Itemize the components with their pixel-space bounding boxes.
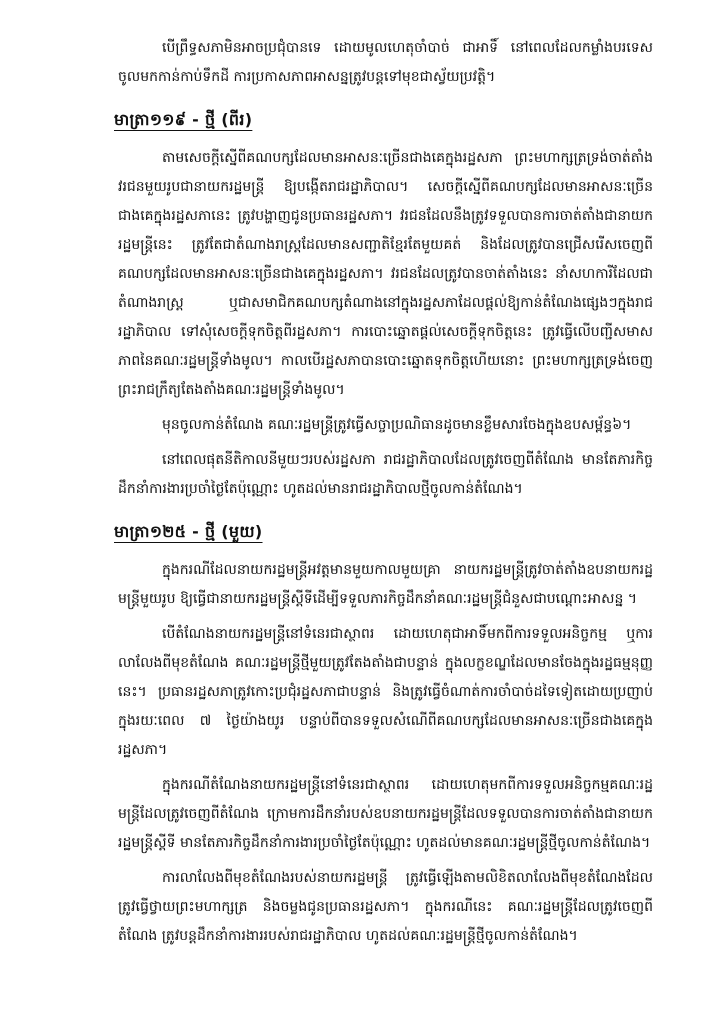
- article-125-section: [114, 518, 653, 951]
- article-125-heading: មាត្រា១២៥ - ថ្មី (មួយ): [114, 522, 263, 541]
- article-119-paragraph-1: តាមសេចក្ដីស្នើពីគណបក្សដែលមានអាសនៈច្រើនជាងគេក្នុងរដ្ឋសភា ព្រះមហាក្សត្រទ្រង់ចាត់តាំងវរជនមួយរូបជានាយករដ្ឋមន្ត្រី ឱ្យបង្កើតរាជរដ្ឋាភិបាល។ សេចក្ដីស្នើពីគណបក្សដែលមានអាសនៈច្រើនជាងគេក្នុងរដ្ឋសភានេះ ត្រូវបង្ហាញជូនប្រធានរដ្ឋសភា។ វរជនដែលនឹងត្រូវទទួលបានការចាត់តាំងជានាយករដ្ឋមន្ត្រីនេះ ត្រូវតែជាតំណាងរាស្ត្រដែលមានសញ្ជាតិខ្មែរតែមួយគត់ និងដែលត្រូវបានជ្រើសរើសចេញពីគណបក្សដែលមានអាសនៈច្រើនជាងគេក្នុងរដ្ឋសភា។ វរជនដែលត្រូវបានចាត់តាំងនេះ នាំសហការីដែលជាតំណាងរាស្ត្រ ឬជាសមាជិកគណបក្សតំណាងនៅក្នុងរដ្ឋសភាដែលផ្ដល់ឱ្យកាន់តំណែងផ្សេងៗក្នុងរាជរដ្ឋាភិបាល ទៅសុំសេចក្ដីទុកចិត្តពីរដ្ឋសភា។ ការបោះឆ្នោតផ្ដល់សេចក្ដីទុកចិត្តនេះ ត្រូវធ្វើលើបញ្ជីសមាសភាពនៃគណៈរដ្ឋមន្ត្រីទាំងមូល។ កាលបើរដ្ឋសភាបានបោះឆ្នោតទុកចិត្តហើយនោះ ព្រះមហាក្សត្រទ្រង់ចេញព្រះរាជក្រឹត្យតែងតាំងគណៈរដ្ឋមន្ត្រីទាំងមូល។: [118, 150, 653, 398]
- article-119-paragraph-2: មុនចូលកាន់តំណែង គណៈរដ្ឋមន្ត្រីត្រូវធ្វើសច្ចាប្រណិធានដូចមានខ្លឹមសារចែងក្នុងឧបសម្ព័ន្ធ៦។: [162, 417, 632, 433]
- article-125-paragraph-4: ការលាលែងពីមុខតំណែងរបស់នាយករដ្ឋមន្ត្រី ត្រូវធ្វើឡើងតាមលិខិតលាលែងពីមុខតំណែងដែលត្រូវធ្វើថ្វាយព្រះមហាក្សត្រ និងចម្លងជូនប្រធានរដ្ឋសភា។ ក្នុងករណីនេះ គណៈរដ្ឋមន្ត្រីដែលត្រូវចេញពីតំណែង ត្រូវបន្តដឹកនាំការងាររបស់រាជរដ្ឋាភិបាល ហូតដល់គណៈរដ្ឋមន្ត្រីថ្មីចូលកាន់តំណែង។: [118, 870, 653, 944]
- article-125-paragraph-3: ក្នុងករណីតំណែងនាយករដ្ឋមន្ត្រីនៅទំនេរជាស្ថាពរ ដោយហេតុមកពីការទទួលអនិច្ចកម្មគណៈរដ្ឋមន្ត្រីដែលត្រូវចេញពីតំណែង ក្រោមការដឹកនាំរបស់ឧបនាយករដ្ឋមន្ត្រីដែលទទួលបានការចាត់តាំងជានាយករដ្ឋមន្ត្រីស្ដីទី មានតែភារកិច្ចដឹកនាំការងារប្រចាំថ្ងៃតែប៉ុណ្ណោះ ហូតដល់មានគណៈរដ្ឋមន្ត្រីថ្មីចូលកាន់តំណែង។: [118, 777, 653, 851]
- article-125-paragraph-2: បើតំណែងនាយករដ្ឋមន្ត្រីនៅទំនេរជាស្ថាពរ ដោយហេតុជាអាទិ៍មកពីការទទួលអនិច្ចកម្ម ឬការលាលែងពីមុខតំណែង គណៈរដ្ឋមន្ត្រីថ្មីមួយត្រូវតែងតាំងជាបន្ទាន់ ក្នុងលក្ខខណ្ឌដែលមានចែងក្នុងរដ្ឋធម្មនុញ្ញនេះ។ ប្រធានរដ្ឋសភាត្រូវកោះប្រជុំរដ្ឋសភាជាបន្ទាន់ និងត្រូវធ្វើចំណាត់ការចាំបាច់ដទៃទៀតដោយប្រញាប់ ក្នុងរយៈពេល ៧ ថ្ងៃយ៉ាងយូរ បន្ទាប់ពីបានទទួលសំណើពីគណបក្សដែលមានអាសនៈច្រើនជាងគេក្នុងរដ្ឋសភា។: [118, 626, 653, 758]
- article-119-paragraph-3: នៅពេលផុតនីតិកាលនីមួយៗរបស់រដ្ឋសភា រាជរដ្ឋាភិបាលដែលត្រូវចេញពីតំណែង មានតែភារកិច្ចដឹកនាំការងារប្រចាំថ្ងៃតែប៉ុណ្ណោះ ហូតដល់មានរាជរដ្ឋាភិបាលថ្មីចូលកាន់តំណែង។: [118, 452, 653, 497]
- article-125-paragraph-1: ក្នុងករណីដែលនាយករដ្ឋមន្ត្រីអវត្តមានមួយកាលមួយគ្រា នាយករដ្ឋមន្ត្រីត្រូវចាត់តាំងឧបនាយករដ្ឋមន្ត្រីមួយរូប ឱ្យធ្វើជានាយករដ្ឋមន្ត្រីស្ដីទីដើម្បីទទួលភារកិច្ចដឹកនាំគណៈរដ្ឋមន្ត្រីជំនួសជាបណ្ដោះអាសន្ន ។: [118, 562, 653, 607]
- article-119-heading: មាត្រា១១៩ - ថ្មី (ពីរ): [114, 110, 253, 129]
- article-119-section: [114, 106, 653, 504]
- intro-paragraph: បើព្រឹទ្ធសភាមិនអាចប្រជុំបានទេ ដោយមូលហេតុចាំបាច់ ជាអាទិ៍ នៅពេលដែលកម្លាំងបរទេសចូលមកកាន់កាប់ទឹកដី ការប្រកាសភាពអាសន្នត្រូវបន្តទៅមុខជាស្វ័យប្រវត្តិ។: [118, 40, 653, 85]
